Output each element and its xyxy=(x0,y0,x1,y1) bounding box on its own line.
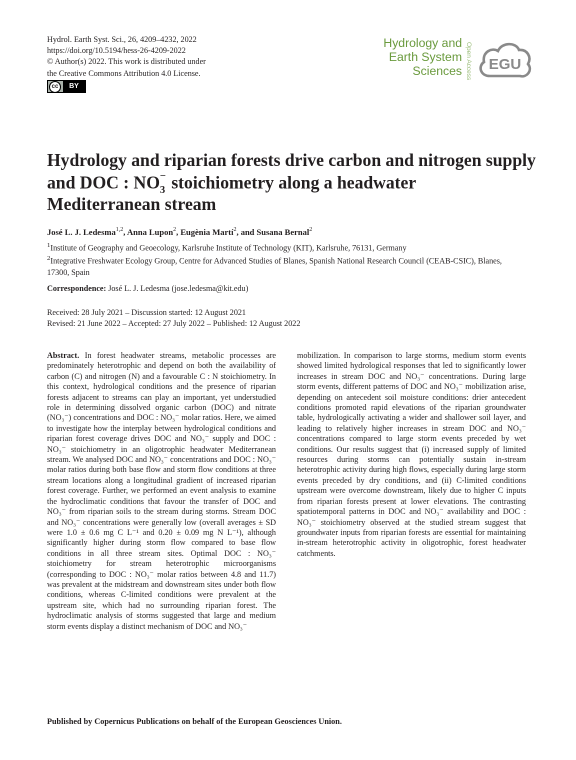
title-subscript: 3 xyxy=(159,185,166,196)
title-line3: Mediterranean stream xyxy=(47,193,217,214)
publication-dates xyxy=(47,307,300,329)
author-1: José L. J. Ledesma xyxy=(47,227,116,237)
affiliation-1-text: Institute of Geography and Geoecology, Karlsruhe Institute of Technology (KIT), Karlsruhe, 76131, Germany xyxy=(50,243,407,253)
license-text: the Creative Commons Attribution 4.0 License. xyxy=(47,68,201,78)
author-1-affil: 1,2 xyxy=(115,227,124,234)
journal-name-line1: Hydrology and xyxy=(383,36,462,50)
title-line2a: and DOC : NO xyxy=(47,172,160,193)
author-4: , and Susana Bernal xyxy=(236,227,310,237)
abstract-left-column xyxy=(47,351,276,632)
doi-link[interactable]: https://doi.org/10.5194/hess-26-4209-2022 xyxy=(47,46,186,56)
affiliation-1-number: 1 xyxy=(47,242,51,249)
abstract-right-column xyxy=(297,351,526,559)
dates-published: Revised: 21 June 2022 – Accepted: 27 July 2022 – Published: 12 August 2022 xyxy=(47,319,301,329)
author-4-affil: 2 xyxy=(309,227,313,234)
cc-by-license-badge[interactable] xyxy=(47,80,86,93)
dates-received: Received: 28 July 2021 – Discussion started: 12 August 2021 xyxy=(47,308,246,317)
title-line2b: stoichiometry along a headwater xyxy=(166,172,417,193)
correspondence-email[interactable]: José L. J. Ledesma (jose.ledesma@kit.edu) xyxy=(106,284,249,293)
affiliations xyxy=(47,241,517,279)
paper-title xyxy=(47,150,537,215)
nitrate-formula xyxy=(159,171,167,196)
citation: Hydrol. Earth Syst. Sci., 26, 4209–4232, 2022 xyxy=(47,35,197,44)
abstract-text-right: mobilization. In comparison to large storms, medium storm events showed limited hydrological responses that led to significantly lower increases in stream DOC and NO₃⁻ concentrations. During large storm events, different patterns of DOC and NO₃⁻ mobilization arise, depending on antecedent soil moisture conditions: drier antecedent conditions promoted rapid elevations of the riparian groundwater table, hydrologically activating a wider and shallower soil layer, and leading to relatively higher increases in stream DOC and NO₃⁻ concentrations compared to large storm events preceded by wet conditions. Our results suggest that (i) increased supply of limited resources during storms can potentially sustain in-stream heterotrophic activity during high flows, especially during large storm events preceded by dry conditions, and (ii) C-limited conditions upstream were overcome downstream, likely due to higher C inputs from riparian forests present at lower elevations. The contrasting spatiotemporal patterns in DOC and NO₃⁻ availability and DOC : NO₃⁻ stoichiometry observed at the studied stream suggest that groundwater inputs from riparian forests are essential for maintaining in-stream heterotrophic activity in oligotrophic, forest headwater catchments. xyxy=(297,351,526,558)
egu-logo-text: EGU xyxy=(488,56,522,73)
publisher-footer: Published by Copernicus Publications on behalf of the European Geosciences Union. xyxy=(47,717,342,726)
abstract-label: Abstract. xyxy=(47,351,80,360)
author-3-affil: 2 xyxy=(233,227,237,234)
egu-logo-icon xyxy=(476,36,534,88)
open-access-label: Open Access xyxy=(465,41,472,81)
title-superscript: − xyxy=(159,171,166,182)
affiliation-2-number: 2 xyxy=(47,255,51,263)
author-list xyxy=(47,227,312,237)
copyright: © Author(s) 2022. This work is distributed under xyxy=(47,57,206,67)
title-line1: Hydrology and riparian forests drive carbon and nitrogen supply xyxy=(47,150,536,170)
affiliation-2-text: Integrative Freshwater Ecology Group, Centre for Advanced Studies of Blanes, Spanish National Research Council (CEAB-CSIC), Blanes, 17300, Spain xyxy=(47,257,502,277)
author-2: , Anna Lupon xyxy=(123,227,174,237)
author-3: , Eugènia Martí xyxy=(176,227,234,237)
journal-name-line2: Earth System xyxy=(388,50,462,65)
correspondence xyxy=(47,284,248,293)
affiliation-1 xyxy=(47,241,517,254)
citation-block xyxy=(47,34,307,79)
cc-icon: cc xyxy=(49,81,61,93)
journal-name xyxy=(383,36,462,79)
abstract-text-left: In forest headwater streams, metabolic processes are predominately heterotrophic and depend on both the availability of carbon (C) and nitrogen (N) and a favourable C : N stoichiometry. In this context, hydrological conditions and the presence of riparian forests adjacent to streams can play an important, yet understudied role in determining dissolved organic carbon (DOC) and nitrate (NO₃⁻) concentrations and DOC : NO₃⁻ molar ratios. Here, we aimed to investigate how the interplay between hydrological conditions and riparian forest coverage drives DOC and NO₃⁻ supply and DOC : NO₃⁻ stoichiometry in an oligotrophic headwater Mediterranean stream. We analysed DOC and NO₃⁻ concentrations and DOC : NO₃⁻ molar ratios during both base flow and storm flow conditions at three stream locations along a longitudinal gradient of increased riparian forest coverage. Further, we performed an event analysis to examine the hydroclimatic conditions that favour the transfer of DOC and NO₃⁻ from riparian soils to the stream during storms. Stream DOC and NO₃⁻ concentrations were generally low (overall averages ± SD were 1.0 ± 0.6 mg C L⁻¹ and 0.20 ± 0.09 mg N L⁻¹), although significantly higher during storm flow compared to base flow conditions in all three stream sites. Optimal DOC : NO₃⁻ stoichiometry for stream heterotrophic microorganisms (corresponding to DOC : NO₃⁻ molar ratios between 4.8 and 11.7) was prevalent at the midstream and downstream sites under both flow conditions, whereas C-limited conditions were prevalent at the upstream site, which had no surrounding riparian forest. The hydroclimatic analysis of storms suggested that large and medium storm events display a distinct mechanism of DOC and NO₃⁻ xyxy=(47,351,277,631)
affiliation-2 xyxy=(47,254,517,278)
author-2-affil: 2 xyxy=(173,227,177,234)
correspondence-label: Correspondence: xyxy=(47,284,107,293)
journal-name-line3: Sciences xyxy=(412,64,462,79)
by-icon: BY xyxy=(63,81,85,92)
